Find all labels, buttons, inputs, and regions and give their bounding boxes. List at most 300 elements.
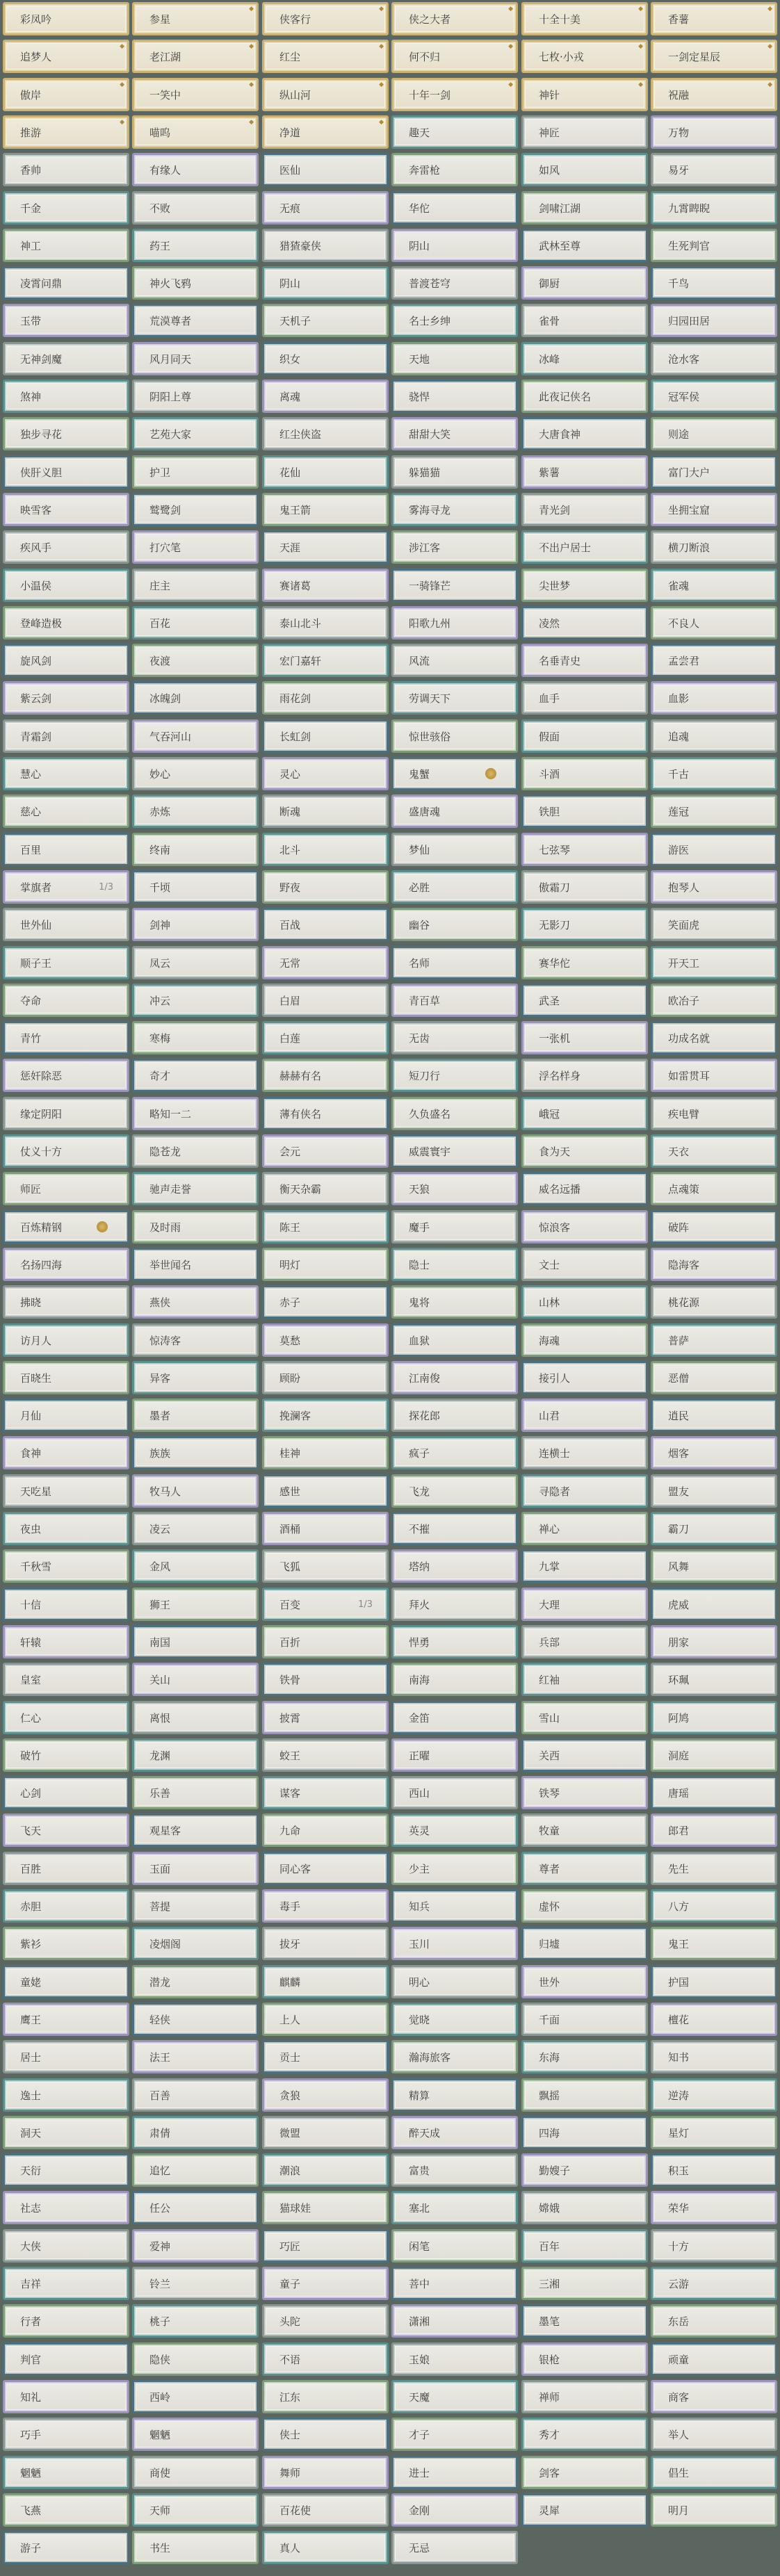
title-tile[interactable]: [651, 417, 777, 450]
title-tile[interactable]: [132, 870, 259, 904]
title-tile[interactable]: [521, 1738, 648, 1772]
title-tile[interactable]: [521, 1285, 648, 1319]
title-tile[interactable]: [3, 2078, 129, 2112]
title-tile[interactable]: [391, 2418, 518, 2451]
title-tile[interactable]: [521, 2116, 648, 2149]
title-tile[interactable]: [262, 2191, 389, 2224]
title-tile[interactable]: [262, 380, 389, 413]
title-tile[interactable]: [262, 229, 389, 262]
title-tile[interactable]: [262, 1889, 389, 1923]
title-tile[interactable]: [391, 1474, 518, 1508]
title-tile[interactable]: [132, 794, 259, 828]
title-tile[interactable]: [651, 681, 777, 715]
title-tile[interactable]: [262, 794, 389, 828]
title-tile[interactable]: [262, 569, 389, 602]
title-tile[interactable]: [521, 1549, 648, 1583]
title-tile[interactable]: [521, 191, 648, 225]
title-tile[interactable]: [3, 1436, 129, 1469]
title-tile[interactable]: [651, 115, 777, 149]
title-tile[interactable]: [132, 2342, 259, 2376]
title-tile[interactable]: [132, 1512, 259, 1545]
title-tile[interactable]: [521, 2418, 648, 2451]
title-tile[interactable]: [651, 1210, 777, 1244]
title-tile[interactable]: [391, 1625, 518, 1658]
title-tile[interactable]: [132, 2116, 259, 2149]
title-tile[interactable]: [391, 2342, 518, 2376]
title-tile[interactable]: [391, 569, 518, 602]
title-tile[interactable]: [132, 1059, 259, 1092]
title-tile[interactable]: [521, 2003, 648, 2036]
title-tile[interactable]: [651, 2456, 777, 2489]
title-tile[interactable]: [3, 115, 129, 149]
title-tile[interactable]: [651, 1361, 777, 1394]
title-tile[interactable]: [262, 2456, 389, 2489]
title-tile[interactable]: [262, 644, 389, 677]
title-tile[interactable]: [3, 569, 129, 602]
title-tile[interactable]: [3, 1701, 129, 1734]
title-tile[interactable]: [651, 2304, 777, 2338]
title-tile[interactable]: [521, 1172, 648, 1205]
title-tile[interactable]: [262, 1852, 389, 1885]
title-tile[interactable]: [3, 1813, 129, 1847]
title-tile[interactable]: [262, 908, 389, 941]
title-tile[interactable]: [521, 1210, 648, 1244]
title-tile[interactable]: [651, 191, 777, 225]
title-tile[interactable]: [391, 2531, 518, 2564]
title-tile[interactable]: [651, 153, 777, 186]
title-tile[interactable]: [521, 40, 648, 73]
title-tile[interactable]: [651, 455, 777, 489]
title-tile[interactable]: [132, 2531, 259, 2564]
title-tile[interactable]: [132, 493, 259, 526]
title-tile[interactable]: [521, 833, 648, 866]
title-tile[interactable]: [391, 908, 518, 941]
title-tile[interactable]: [3, 2304, 129, 2338]
title-tile[interactable]: [262, 1813, 389, 1847]
title-tile[interactable]: [521, 417, 648, 450]
title-tile[interactable]: [391, 1701, 518, 1734]
title-tile[interactable]: [132, 2418, 259, 2451]
title-tile[interactable]: [391, 2, 518, 35]
title-tile[interactable]: [391, 2267, 518, 2300]
title-tile[interactable]: [391, 191, 518, 225]
title-tile[interactable]: [391, 2116, 518, 2149]
title-tile[interactable]: [3, 644, 129, 677]
title-tile[interactable]: [3, 153, 129, 186]
title-tile[interactable]: [651, 342, 777, 375]
title-tile[interactable]: [521, 606, 648, 639]
title-tile[interactable]: [651, 1134, 777, 1168]
title-tile[interactable]: [262, 606, 389, 639]
title-tile[interactable]: [262, 1701, 389, 1734]
title-tile[interactable]: [391, 342, 518, 375]
title-tile[interactable]: [262, 2493, 389, 2527]
title-tile[interactable]: [391, 229, 518, 262]
title-tile[interactable]: [391, 1588, 518, 1621]
title-tile[interactable]: [132, 1361, 259, 1394]
title-tile[interactable]: [3, 1625, 129, 1658]
title-tile[interactable]: [521, 1663, 648, 1696]
title-tile[interactable]: [391, 78, 518, 111]
title-tile[interactable]: [651, 1323, 777, 1357]
title-tile[interactable]: [3, 681, 129, 715]
title-tile[interactable]: [651, 606, 777, 639]
title-tile[interactable]: [391, 984, 518, 1017]
title-tile[interactable]: [132, 681, 259, 715]
title-tile[interactable]: [391, 1021, 518, 1054]
title-tile[interactable]: [651, 1927, 777, 1960]
title-tile[interactable]: [262, 833, 389, 866]
title-tile[interactable]: [262, 2342, 389, 2376]
title-tile[interactable]: [391, 1663, 518, 1696]
title-tile[interactable]: [3, 229, 129, 262]
title-tile[interactable]: [132, 1927, 259, 1960]
title-tile[interactable]: [391, 2380, 518, 2413]
title-tile[interactable]: [262, 1210, 389, 1244]
title-tile[interactable]: [132, 1172, 259, 1205]
title-tile[interactable]: [651, 2078, 777, 2112]
title-tile[interactable]: [651, 1776, 777, 1809]
title-tile[interactable]: [132, 1285, 259, 1319]
title-tile[interactable]: [3, 2191, 129, 2224]
title-tile[interactable]: [132, 417, 259, 450]
title-tile[interactable]: [3, 908, 129, 941]
title-tile[interactable]: [262, 1738, 389, 1772]
title-tile[interactable]: [391, 2456, 518, 2489]
title-tile[interactable]: [651, 1549, 777, 1583]
title-tile[interactable]: [391, 304, 518, 337]
title-tile[interactable]: [651, 1889, 777, 1923]
title-tile[interactable]: [651, 908, 777, 941]
title-tile[interactable]: [262, 2304, 389, 2338]
title-tile[interactable]: [262, 342, 389, 375]
title-tile[interactable]: [391, 2493, 518, 2527]
title-tile[interactable]: [3, 455, 129, 489]
title-tile[interactable]: [521, 2493, 648, 2527]
title-tile[interactable]: [391, 115, 518, 149]
title-tile[interactable]: [262, 984, 389, 1017]
title-tile[interactable]: [262, 1059, 389, 1092]
title-tile[interactable]: [132, 1399, 259, 1432]
title-tile[interactable]: [262, 1512, 389, 1545]
title-tile[interactable]: [132, 455, 259, 489]
title-tile[interactable]: [391, 606, 518, 639]
title-tile[interactable]: [651, 2229, 777, 2263]
title-tile[interactable]: [262, 1927, 389, 1960]
title-tile[interactable]: [3, 1738, 129, 1772]
title-tile[interactable]: [132, 2040, 259, 2073]
title-tile[interactable]: [3, 1021, 129, 1054]
title-tile[interactable]: [132, 946, 259, 979]
title-tile[interactable]: [521, 2456, 648, 2489]
title-tile[interactable]: [3, 78, 129, 111]
title-tile[interactable]: [521, 1889, 648, 1923]
title-tile[interactable]: [521, 266, 648, 300]
title-tile[interactable]: [132, 1663, 259, 1696]
title-tile[interactable]: [651, 1097, 777, 1130]
title-tile[interactable]: [651, 984, 777, 1017]
title-tile[interactable]: [262, 530, 389, 564]
title-tile[interactable]: [391, 2078, 518, 2112]
title-tile[interactable]: [132, 115, 259, 149]
title-tile[interactable]: [391, 681, 518, 715]
title-tile[interactable]: [391, 794, 518, 828]
title-tile[interactable]: [3, 870, 129, 904]
title-tile[interactable]: [651, 1813, 777, 1847]
title-tile[interactable]: [3, 417, 129, 450]
title-tile[interactable]: [651, 2116, 777, 2149]
title-tile[interactable]: [391, 1889, 518, 1923]
title-tile[interactable]: [521, 2380, 648, 2413]
title-tile[interactable]: [262, 1323, 389, 1357]
title-tile[interactable]: [3, 342, 129, 375]
title-tile[interactable]: [132, 2456, 259, 2489]
title-tile[interactable]: [521, 1625, 648, 1658]
title-tile[interactable]: [521, 1097, 648, 1130]
title-tile[interactable]: [262, 2267, 389, 2300]
title-tile[interactable]: [521, 1588, 648, 1621]
title-tile[interactable]: [132, 1248, 259, 1281]
title-tile[interactable]: [132, 1549, 259, 1583]
title-tile[interactable]: [3, 2153, 129, 2187]
title-tile[interactable]: [391, 2003, 518, 2036]
title-tile[interactable]: [651, 1512, 777, 1545]
title-tile[interactable]: [651, 2153, 777, 2187]
title-tile[interactable]: [391, 1097, 518, 1130]
title-tile[interactable]: [132, 1436, 259, 1469]
title-tile[interactable]: [391, 1813, 518, 1847]
title-tile[interactable]: [3, 380, 129, 413]
title-tile[interactable]: [391, 946, 518, 979]
title-tile[interactable]: [521, 304, 648, 337]
title-tile[interactable]: [262, 1399, 389, 1432]
title-tile[interactable]: [262, 719, 389, 753]
title-tile[interactable]: [262, 2531, 389, 2564]
title-tile[interactable]: [3, 2456, 129, 2489]
title-tile[interactable]: [132, 229, 259, 262]
title-tile[interactable]: [521, 2191, 648, 2224]
title-tile[interactable]: [3, 1776, 129, 1809]
title-tile[interactable]: [132, 1965, 259, 1998]
title-tile[interactable]: [651, 304, 777, 337]
title-tile[interactable]: [3, 2342, 129, 2376]
title-tile[interactable]: [391, 1248, 518, 1281]
title-tile[interactable]: [3, 2116, 129, 2149]
title-tile[interactable]: [521, 794, 648, 828]
title-tile[interactable]: [3, 191, 129, 225]
title-tile[interactable]: [3, 2493, 129, 2527]
title-tile[interactable]: [132, 2153, 259, 2187]
title-tile[interactable]: [3, 1134, 129, 1168]
title-tile[interactable]: [651, 530, 777, 564]
title-tile[interactable]: [391, 1285, 518, 1319]
title-tile[interactable]: [3, 1549, 129, 1583]
title-tile[interactable]: [521, 2153, 648, 2187]
title-tile[interactable]: [651, 493, 777, 526]
title-tile[interactable]: [262, 2078, 389, 2112]
title-tile[interactable]: [3, 2, 129, 35]
title-tile[interactable]: [521, 115, 648, 149]
title-tile[interactable]: [3, 1663, 129, 1696]
title-tile[interactable]: [3, 1852, 129, 1885]
title-tile[interactable]: [132, 1813, 259, 1847]
title-tile[interactable]: [3, 1512, 129, 1545]
title-tile[interactable]: [262, 1361, 389, 1394]
title-tile[interactable]: [651, 1172, 777, 1205]
title-tile[interactable]: [651, 757, 777, 790]
title-tile[interactable]: [132, 1776, 259, 1809]
title-tile[interactable]: [391, 1361, 518, 1394]
title-tile[interactable]: [651, 380, 777, 413]
title-tile[interactable]: [391, 1323, 518, 1357]
title-tile[interactable]: [391, 833, 518, 866]
title-tile[interactable]: [391, 153, 518, 186]
title-tile[interactable]: [521, 984, 648, 1017]
title-tile[interactable]: [651, 719, 777, 753]
title-tile[interactable]: [3, 2380, 129, 2413]
title-tile[interactable]: [521, 908, 648, 941]
title-tile[interactable]: [391, 1059, 518, 1092]
title-tile[interactable]: [132, 266, 259, 300]
title-tile[interactable]: [262, 1474, 389, 1508]
title-tile[interactable]: [391, 493, 518, 526]
title-tile[interactable]: [521, 1512, 648, 1545]
title-tile[interactable]: [651, 1965, 777, 1998]
title-tile[interactable]: [262, 1172, 389, 1205]
title-tile[interactable]: [262, 78, 389, 111]
title-tile[interactable]: [3, 2040, 129, 2073]
title-tile[interactable]: [3, 530, 129, 564]
title-tile[interactable]: [132, 40, 259, 73]
title-tile[interactable]: [521, 1021, 648, 1054]
title-tile[interactable]: [3, 1097, 129, 1130]
title-tile[interactable]: [262, 2040, 389, 2073]
title-tile[interactable]: [262, 1549, 389, 1583]
title-tile[interactable]: [3, 833, 129, 866]
title-tile[interactable]: [521, 493, 648, 526]
title-tile[interactable]: [262, 1625, 389, 1658]
title-tile[interactable]: [132, 304, 259, 337]
title-tile[interactable]: [3, 946, 129, 979]
title-tile[interactable]: [3, 2003, 129, 2036]
title-tile[interactable]: [3, 794, 129, 828]
title-tile[interactable]: [391, 40, 518, 73]
title-tile[interactable]: [391, 1172, 518, 1205]
title-tile[interactable]: [651, 2418, 777, 2451]
title-tile[interactable]: [132, 2229, 259, 2263]
title-tile[interactable]: [132, 153, 259, 186]
title-tile[interactable]: [262, 2153, 389, 2187]
title-tile[interactable]: [521, 870, 648, 904]
title-tile[interactable]: [391, 1436, 518, 1469]
title-tile[interactable]: [262, 1436, 389, 1469]
title-tile[interactable]: [521, 530, 648, 564]
title-tile[interactable]: [3, 1172, 129, 1205]
title-tile[interactable]: [521, 946, 648, 979]
title-tile[interactable]: [521, 644, 648, 677]
title-tile[interactable]: [521, 757, 648, 790]
title-tile[interactable]: [262, 681, 389, 715]
title-tile[interactable]: [521, 1361, 648, 1394]
title-tile[interactable]: [391, 870, 518, 904]
title-tile[interactable]: [651, 569, 777, 602]
title-tile[interactable]: [391, 2040, 518, 2073]
title-tile[interactable]: [262, 1248, 389, 1281]
title-tile[interactable]: [521, 1776, 648, 1809]
title-tile[interactable]: [132, 833, 259, 866]
title-tile[interactable]: [132, 1323, 259, 1357]
title-tile[interactable]: [391, 1512, 518, 1545]
title-tile[interactable]: [651, 1738, 777, 1772]
title-tile[interactable]: [3, 1474, 129, 1508]
title-tile[interactable]: [132, 2493, 259, 2527]
title-tile[interactable]: [391, 1776, 518, 1809]
title-tile[interactable]: [391, 2191, 518, 2224]
title-tile[interactable]: [651, 2342, 777, 2376]
title-tile[interactable]: [3, 493, 129, 526]
title-tile[interactable]: [262, 1285, 389, 1319]
title-tile[interactable]: [132, 2, 259, 35]
title-tile[interactable]: [3, 757, 129, 790]
title-tile[interactable]: [3, 984, 129, 1017]
title-tile[interactable]: [651, 794, 777, 828]
title-tile[interactable]: [3, 1399, 129, 1432]
title-tile[interactable]: [132, 1097, 259, 1130]
title-tile[interactable]: [391, 644, 518, 677]
title-tile[interactable]: [651, 1399, 777, 1432]
title-tile[interactable]: [391, 1927, 518, 1960]
title-tile[interactable]: [651, 946, 777, 979]
title-tile[interactable]: [651, 2191, 777, 2224]
title-tile[interactable]: [391, 266, 518, 300]
title-tile[interactable]: [262, 115, 389, 149]
title-tile[interactable]: [521, 455, 648, 489]
title-tile[interactable]: [262, 2003, 389, 2036]
title-tile[interactable]: [521, 1813, 648, 1847]
title-tile[interactable]: [132, 606, 259, 639]
title-tile[interactable]: [651, 1588, 777, 1621]
title-tile[interactable]: [651, 2, 777, 35]
title-tile[interactable]: [391, 2229, 518, 2263]
title-tile[interactable]: [132, 78, 259, 111]
title-tile[interactable]: [391, 1210, 518, 1244]
title-tile[interactable]: [521, 1134, 648, 1168]
title-tile[interactable]: [391, 1852, 518, 1885]
title-tile[interactable]: [391, 380, 518, 413]
title-tile[interactable]: [521, 719, 648, 753]
title-tile[interactable]: [262, 1021, 389, 1054]
title-tile[interactable]: [651, 1852, 777, 1885]
title-tile[interactable]: [262, 191, 389, 225]
title-tile[interactable]: [3, 1285, 129, 1319]
title-tile[interactable]: [262, 870, 389, 904]
title-tile[interactable]: [3, 719, 129, 753]
title-tile[interactable]: [521, 1436, 648, 1469]
title-tile[interactable]: [132, 1701, 259, 1734]
title-tile[interactable]: [521, 2229, 648, 2263]
title-tile[interactable]: [132, 984, 259, 1017]
title-tile[interactable]: [3, 2418, 129, 2451]
title-tile[interactable]: [521, 1474, 648, 1508]
title-tile[interactable]: [521, 1965, 648, 1998]
title-tile[interactable]: [262, 1776, 389, 1809]
title-tile[interactable]: [132, 2078, 259, 2112]
title-tile[interactable]: [262, 2, 389, 35]
title-tile[interactable]: [132, 2267, 259, 2300]
title-tile[interactable]: [262, 2116, 389, 2149]
title-tile[interactable]: [132, 757, 259, 790]
title-tile[interactable]: [262, 40, 389, 73]
